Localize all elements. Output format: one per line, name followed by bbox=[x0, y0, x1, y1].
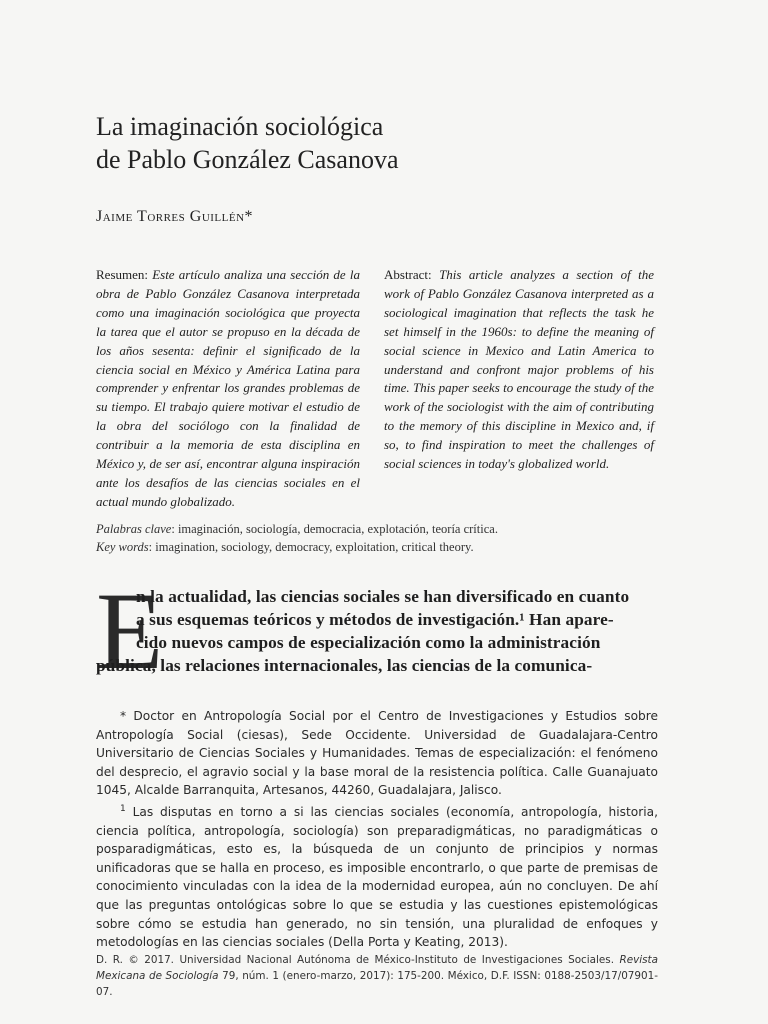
footnote-1-text: Las disputas en torno a si las ciencias sociales (economía, antropología, historia, ciencia política, antropología, sociología) son preparadigmáticas, no paradigmáticas o posparadigmáticas, esto es, la búsqueda de un conjunto de principios y normas unificadoras que se halla en proceso, es imposible encontrarlo, o que parte de premisas de conocimiento vinculadas con la idea de la modernidad europea, aún no concluyen. De ahí que las preguntas ontológicas sobre lo que se estudia y las cuestiones epistemológicas sobre cómo se estudia han generado, no sin tensión, una pluralidad de enfoques y metodologías en las ciencias sociales (Della Porta y Keating, 2013). bbox=[96, 805, 658, 950]
abstract-english-label: Abstract: bbox=[384, 267, 432, 282]
footnote-1-mark: 1 bbox=[120, 803, 126, 814]
title-line-2: de Pablo González Casanova bbox=[96, 145, 399, 174]
abstract-spanish-text: Este artículo analiza una sección de la obra de Pablo González Casanova interpretada como una imaginación sociológica que proyecta la tarea que el autor se propuso en la década de los años sesenta: definir el significado de la ciencia social en México y América Latina para comprender y enfrentar los grandes problemas de su tiempo. El trabajo quiere motivar el estudio de la obra del sociólogo con la finalidad de contribuir a la memoria de esta disciplina en México y, de ser así, encontrar alguna inspiración ante los desafíos de las ciencias sociales en el actual mundo globalizado. bbox=[96, 267, 360, 509]
abstract-english bbox=[384, 266, 654, 474]
body-line-1: n la actualidad, las ciencias sociales se han diversificado en cuanto bbox=[136, 587, 630, 606]
title-line-1: La imaginación sociológica bbox=[96, 112, 384, 141]
keywords-block bbox=[96, 520, 666, 556]
keywords-spanish-text: : imaginación, sociología, democracia, explotación, teoría crítica. bbox=[171, 522, 498, 536]
drop-cap: E bbox=[96, 570, 164, 692]
copyright-footer bbox=[96, 952, 658, 1000]
keywords-english-text: : imagination, sociology, democracy, exploitation, critical theory. bbox=[148, 540, 474, 554]
footnotes bbox=[96, 707, 658, 952]
abstract-spanish bbox=[96, 266, 360, 512]
abstract-spanish-label: Resumen: bbox=[96, 267, 148, 282]
body-line-3: cido nuevos campos de especialización como la administración bbox=[136, 633, 601, 652]
keywords-spanish bbox=[96, 520, 666, 538]
keywords-spanish-label: Palabras clave bbox=[96, 522, 172, 536]
footnote-1 bbox=[96, 800, 658, 952]
footer-pre: D. R. © 2017. Universidad Nacional Autónoma de México-Instituto de Investigaciones Sociales. bbox=[96, 954, 620, 966]
keywords-english bbox=[96, 538, 666, 556]
body-line-2: a sus esquemas teóricos y métodos de investigación.¹ Han apare- bbox=[136, 610, 614, 629]
keywords-english-label: Key words bbox=[96, 540, 149, 554]
body-line-4: pública, las relaciones internacionales, las ciencias de la comunica- bbox=[96, 656, 593, 675]
article-title bbox=[96, 110, 656, 176]
footer-journal: Revista Mexicana de Sociología bbox=[96, 954, 658, 982]
author-name: Jaime Torres Guillén* bbox=[96, 208, 254, 225]
footer-post: 79, núm. 1 (enero-marzo, 2017): 175-200. México, D.F. ISSN: 0188-2503/17/07901-07. bbox=[96, 970, 658, 998]
abstract-english-text: This article analyzes a section of the work of Pablo González Casanova interpreted as a sociological imagination that reflects the task he set himself in the 1960s: to define the meaning of social science in Mexico and Latin America to understand and confront major problems of his time. This paper seeks to encourage the study of the work of the sociologist with the aim of contributing to the memory of this discipline in Mexico and, if so, to find inspiration to meet the challenges of social sciences in today's globalized world. bbox=[384, 267, 655, 472]
footnote-author: * Doctor en Antropología Social por el Centro de Investigaciones y Estudios sobre Antropología Social (ciesas), Sede Occidente. Universidad de Guadalajara-Centro Universitario de Ciencias Sociales y Humanidades. Temas de especialización: el fenómeno del desprecio, el agravio social y la base moral de la resistencia política. Calle Guanajuato 1045, Alcalde Barranquita, Artesanos, 44260, Guadalajara, Jalisco. bbox=[96, 709, 658, 798]
